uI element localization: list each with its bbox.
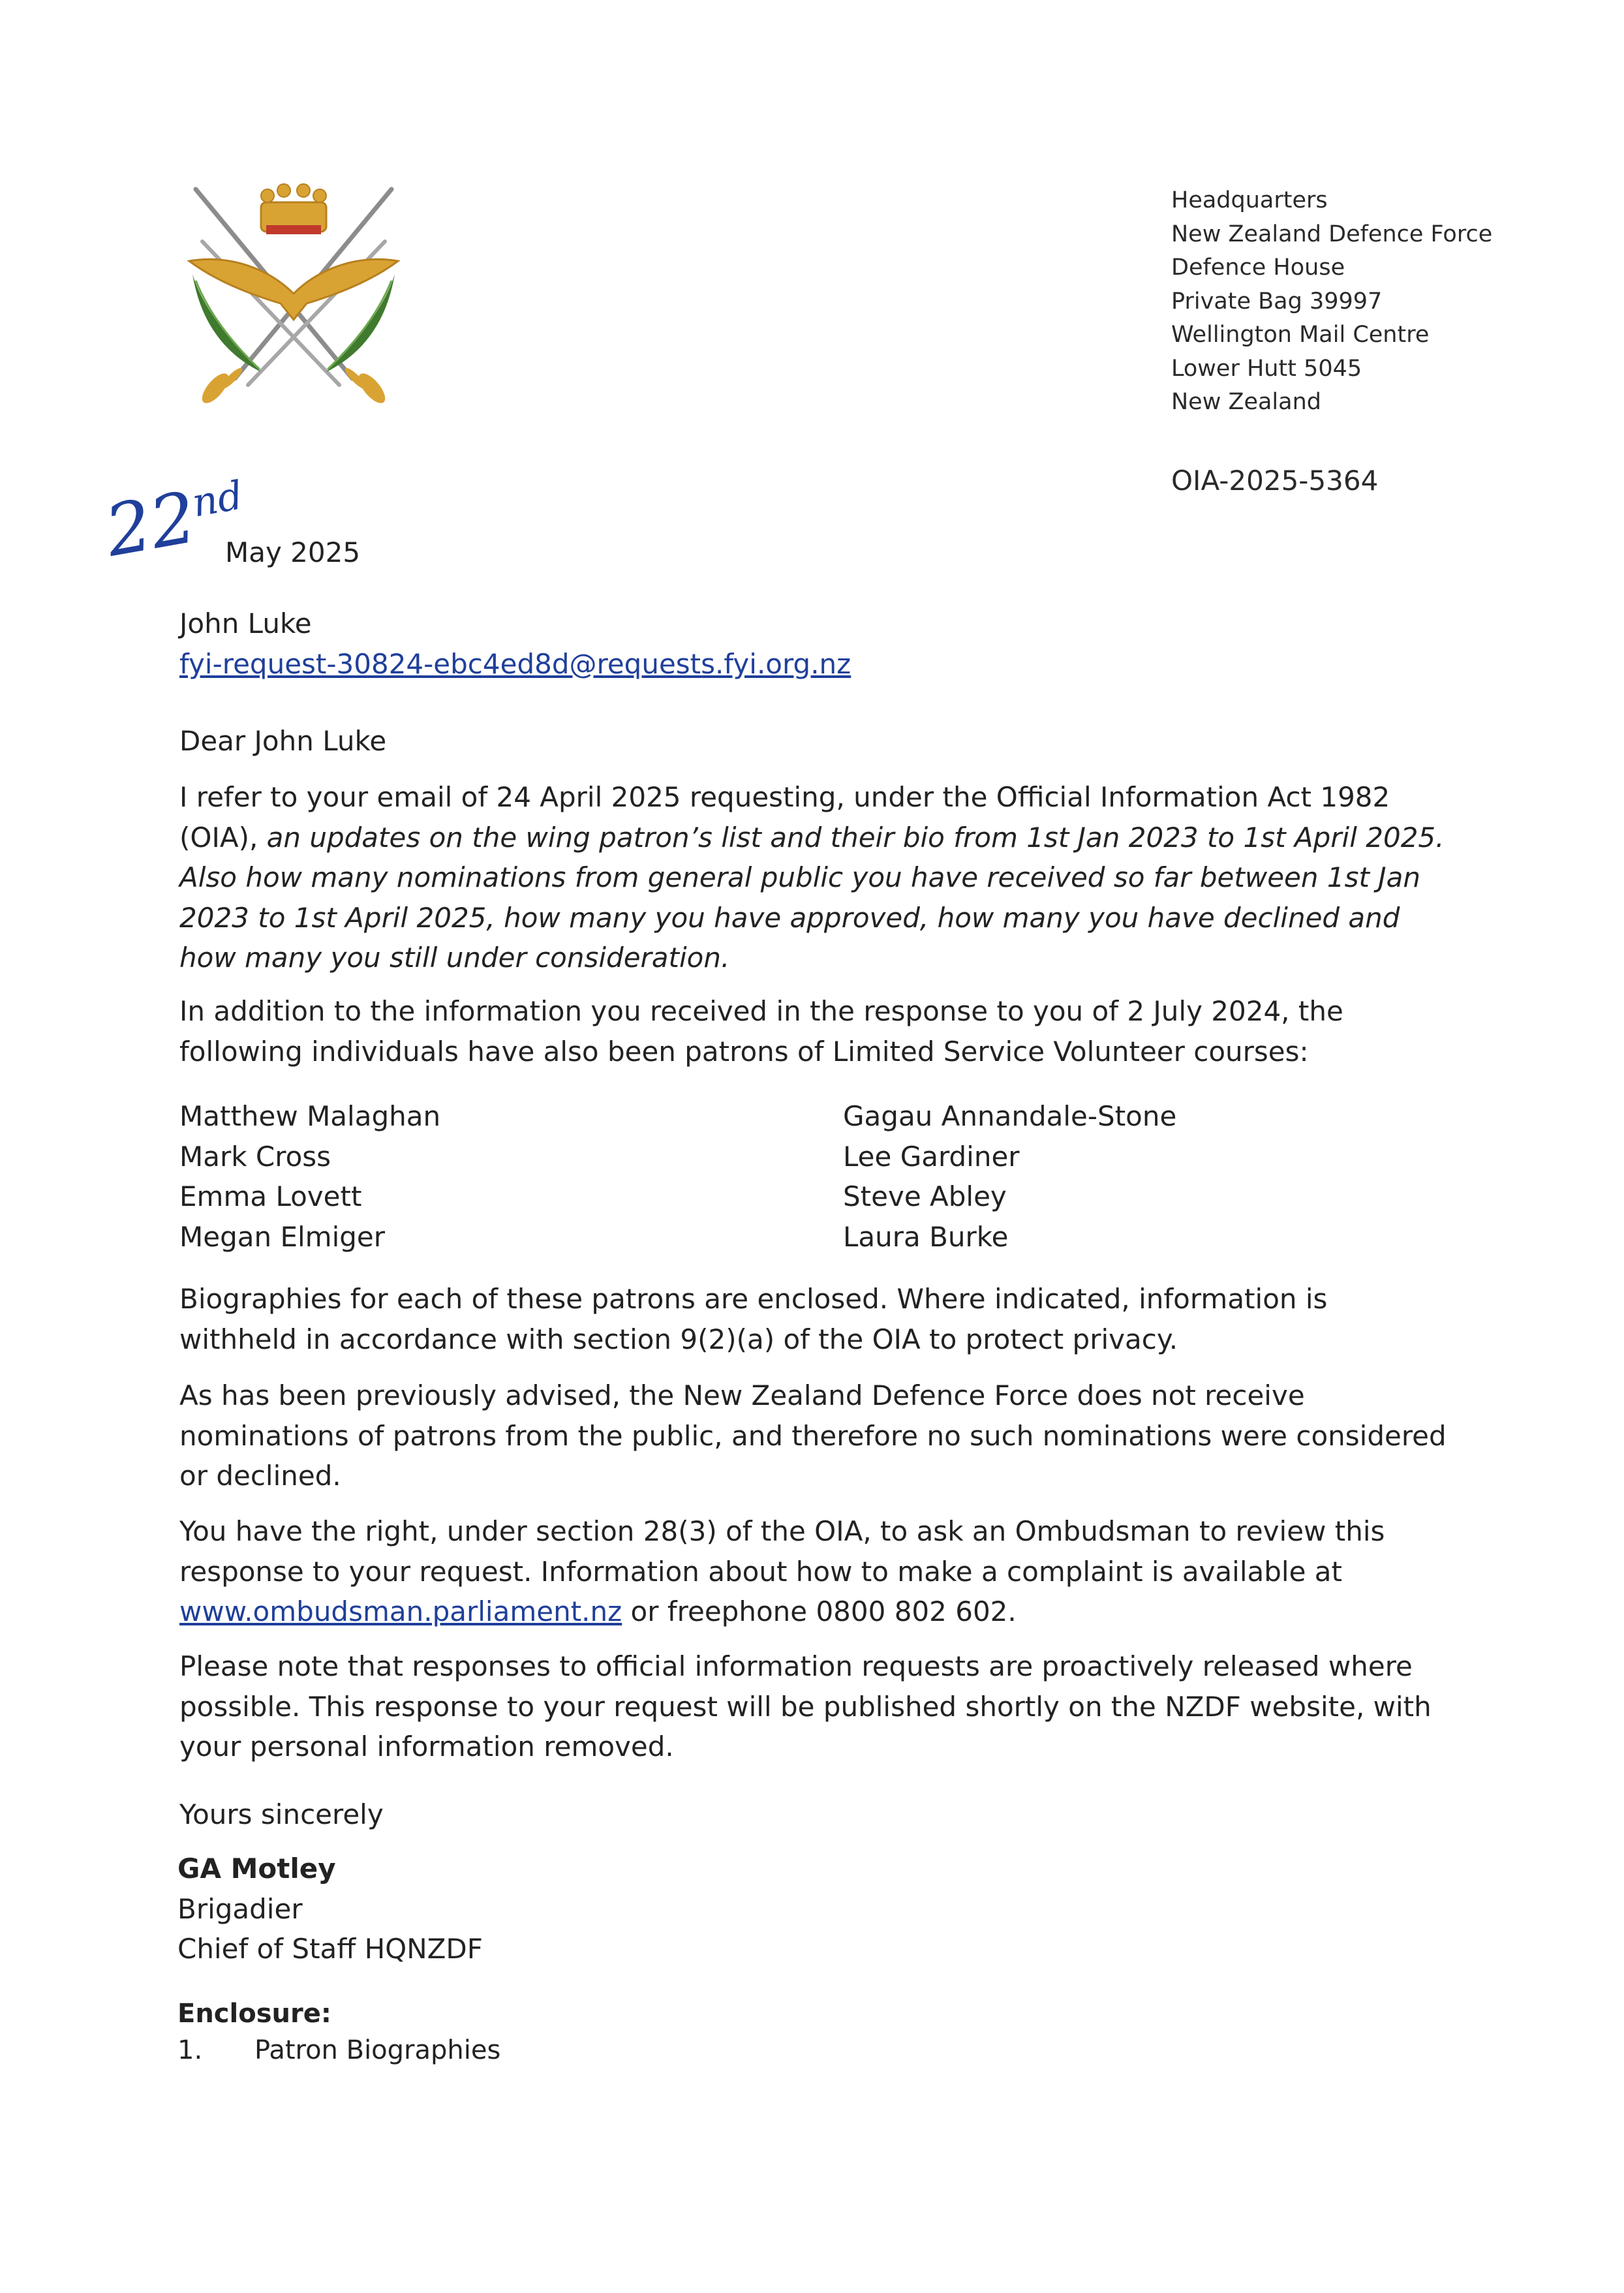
request-quote: an updates on the wing patron’s list and their bio from 1st Jan 2023 to 1st April 2025. Also how many nominations from general public you have received so far between 1st Jan 2023 to 1st April 2025, how many you have approved, how many you have declined and how many you still under consideration.	[179, 821, 1445, 974]
signatory-title: Chief of Staff HQNZDF	[177, 1933, 483, 1965]
recipient-block	[179, 604, 1452, 684]
paragraph-proactive-release: Please note that responses to official information requests are proactively released where possible. This response to your request will be published shortly on the NZDF website, with your personal information removed.	[179, 1650, 1432, 1762]
signatory-name: GA Motley	[177, 1853, 336, 1885]
recipient-email-link[interactable]: fyi-request-30824-ebc4ed8d@requests.fyi.org.nz	[179, 647, 851, 680]
paragraph-patrons-intro: In addition to the information you received in the response to you of 2 July 2024, the following individuals have also been patrons of Limited Service Volunteer courses:	[179, 995, 1343, 1068]
enclosure-heading: Enclosure:	[177, 1999, 331, 2029]
salutation: Dear John Luke	[179, 725, 387, 757]
patron-name: Laura Burke	[843, 1220, 1009, 1253]
address-line: Defence House	[1171, 254, 1345, 281]
handwritten-day-number: 22	[99, 476, 202, 573]
address-line: Private Bag 39997	[1171, 288, 1383, 315]
reference-number: OIA-2025-5364	[1171, 465, 1379, 497]
address-line: New Zealand Defence Force	[1171, 221, 1493, 247]
paragraph-biographies: Biographies for each of these patrons are enclosed. Where indicated, information is withheld in accordance with section 9(2)(a) of the OIA to protect privacy.	[179, 1283, 1328, 1355]
enclosure-item-label: Patron Biographies	[254, 2035, 501, 2065]
closing: Yours sincerely	[179, 1798, 384, 1830]
paragraph-ombudsman	[179, 1511, 1452, 1632]
nzdf-crest-logo	[176, 163, 411, 411]
address-line: Lower Hutt 5045	[1171, 355, 1362, 382]
enclosure-block	[177, 1995, 500, 2069]
enclosure-item-number: 1.	[177, 2035, 203, 2065]
signatory-rank: Brigadier	[177, 1892, 303, 1925]
paragraph-nominations: As has been previously advised, the New Zealand Defence Force does not receive nominations of patrons from the public, and therefore no such nominations were considered or declined.	[179, 1379, 1447, 1492]
address-line: Wellington Mail Centre	[1171, 322, 1430, 348]
letter-date: May 2025	[225, 536, 361, 568]
patron-name: Gagau Annandale-Stone	[843, 1100, 1177, 1132]
patron-name: Lee Gardiner	[843, 1140, 1020, 1173]
patron-name: Matthew Malaghan	[179, 1100, 441, 1132]
request-intro: I refer to your email of 24 April 2025 requesting, under the Official Information Act 1982 (OIA),	[179, 781, 1390, 854]
patron-name: Megan Elmiger	[179, 1220, 385, 1253]
enclosure-item	[177, 2032, 500, 2069]
patron-name: Steve Abley	[843, 1180, 1007, 1212]
patron-column-right	[843, 1096, 1176, 1257]
ombudsman-text: You have the right, under section 28(3) of the OIA, to ask an Ombudsman to review this response to your request. Information about how to make a complaint is available at	[179, 1515, 1385, 1588]
patron-name: Mark Cross	[179, 1140, 331, 1173]
letterhead-address	[1171, 184, 1492, 420]
signature-block	[177, 1849, 483, 1969]
patron-name: Emma Lovett	[179, 1180, 362, 1212]
patron-column-left	[179, 1096, 440, 1257]
paragraph-request	[179, 777, 1452, 978]
handwritten-day-suffix: nd	[189, 472, 247, 527]
ombudsman-tail: or freephone 0800 802 602.	[622, 1595, 1017, 1627]
address-line: New Zealand	[1171, 389, 1321, 415]
ombudsman-link[interactable]: www.ombudsman.parliament.nz	[179, 1595, 622, 1627]
address-line: Headquarters	[1171, 187, 1328, 213]
recipient-name: John Luke	[179, 608, 312, 639]
